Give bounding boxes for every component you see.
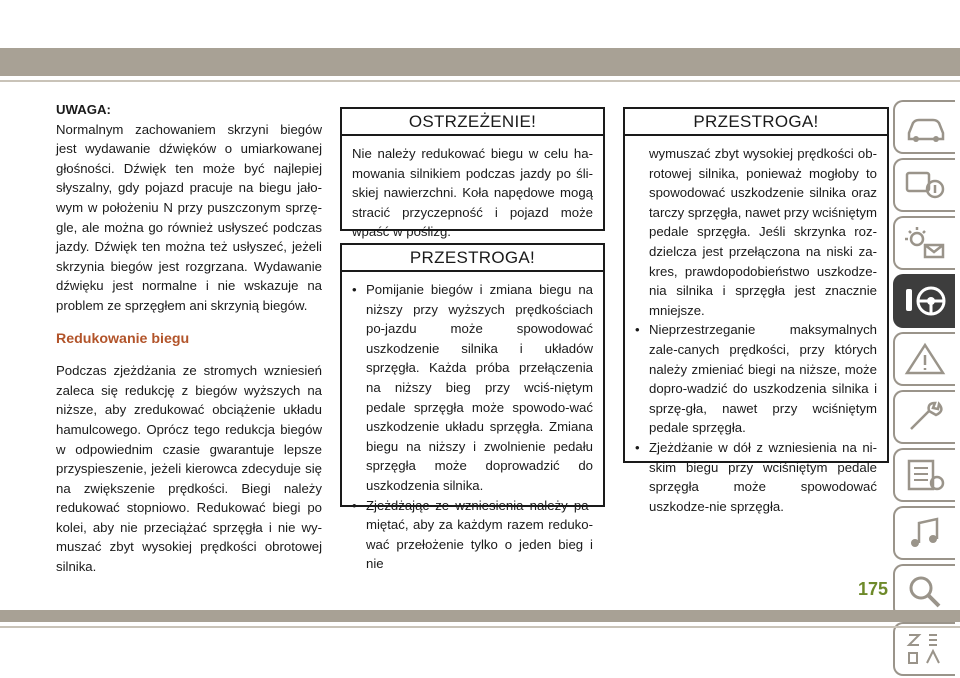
list-item [352,496,593,574]
page-number: 175 [858,579,889,599]
note-body: Normalnym zachowaniem skrzyni biegów jest wydawanie dźwięków o umiarkowanej głośności. Dźwięk ten może być najlepiej słyszalny, gdy pojazd pracuje na biegu jało-wym w położeniu N przy puszczonym sprzę-gle, ale można go również usłyszeć podczas jazdy. Dźwięk ten można też usłyszeć, jeżeli skrzynia biegów jest rozgrzana. Wydawanie dźwięku jest normalne i nie wskazuje na problem ze sprzęgłem ani skrzynią biegów. [56,121,322,313]
bullet-symbol: • [635,439,640,455]
left-column [56,100,322,577]
index-icon [903,631,947,667]
checklist-icon [903,457,947,493]
warning-box [340,107,605,240]
tab-index[interactable] [893,622,955,676]
top-band [0,48,960,76]
continuation-text: wymuszać zbyt wysokiej prędkości ob-rotowej silnika, ponieważ mogłoby to spowodować uszkodzenie silnika oraz tarczy sprzęgła, nawet przy wciśniętym pedale sprzęgła. Jeśli skrzynka roz-dzielcza jest przełączona na niski za-kres, prawdopodobieństwo uszkodze-nia silnika i sprzęgła jest znacznie mniejsze. [649,146,877,318]
note-title: UWAGA: [56,102,111,117]
list-item [635,320,877,438]
warning-title: OSTRZEŻENIE! [342,109,603,136]
bottom-divider [0,626,960,628]
tab-driving[interactable] [893,274,955,328]
tab-vehicle[interactable] [893,100,955,154]
top-divider [0,80,960,82]
list-item [352,280,593,496]
tab-info[interactable] [893,158,955,212]
bullet-text: Nieprzestrzeganie maksymalnych zale-canych prędkości, przy których należy zmieniać biegi na niższe, może dopro-wadzić do uszkodzenia silnika i sprzę-gła, nawet przy wciśniętym pedale sprzęgła. [649,322,877,436]
car-icon [903,109,947,145]
bullet-text: Pomijanie biegów i zmiana biegu na niższy przy wyższych prędkościach po-jazdu może spowodować uszkodzenie silnika i układów sprzęgła. Każda próba przełączenia na niższy bieg przy wciś-niętym pedale sprzęgła może spowodo-wać uszkodzenie układu sprzęgła. Zmiana biegu na niższy i zwolnienie pedału sprzęgła może doprowadzić do uszkodzenia silnika. [366,282,593,493]
bottom-band [0,610,960,622]
bullet-symbol: • [352,282,357,297]
section-body: Podczas zjeżdżania ze stromych wzniesień zaleca się redukcję z biegów wyższych na niższe, aby zredukować obciążenie układu hamulcowego. Oprócz tego redukcja biegów w odpowiednim czasie gwarantuje lepsze przyspieszenie, jeżeli kierowca zdecyduje się na zwiększenie prędkości. Biegi należy redukować stopniowo. Redukować biegi po kolei, aby nie przeciążać sprzęgła i nie wy-muszać zbyt wysokiej prędkości obrotowej silnika. [56,363,322,575]
caution-box-2 [623,107,889,514]
section-heading: Redukowanie biegu [56,330,190,347]
warning-lights-icon [903,225,947,261]
tab-specifications[interactable] [893,448,955,502]
caution-title-2: PRZESTROGA! [625,109,887,136]
media-icon [903,515,947,551]
tab-indicators[interactable] [893,216,955,270]
wrench-icon [903,399,947,435]
caution-box-1 [340,243,605,572]
bullet-symbol: • [635,322,640,338]
caution-body-1 [342,272,603,580]
caution-body-2 [625,136,887,522]
bullet-text: Zjeżdżając ze wzniesienia należy pa-miętać, aby za każdym razem reduko-wać przełożenie tylko o jeden bieg i nie [366,497,593,572]
chapter-sidebar [893,100,955,678]
hazard-icon [903,341,947,377]
bullet-text: Zjeżdżanie w dół z wzniesienia na ni-skim biegu przy wciśniętym pedale sprzęgła może spowodować uszkodze-nie sprzęgła. [649,439,877,514]
tab-multimedia[interactable] [893,506,955,560]
search-icon [903,573,947,609]
list-item [635,438,877,516]
steering-wheel-icon [903,283,947,319]
warning-body: Nie należy redukować biegu w celu ha-mowania silnikiem podczas jazdy po śli-skiej nawierzchni. Koła napędowe mogą stracić przyczepność i pojazd może wpaść w poślizg. [352,146,593,240]
caution-title-1: PRZESTROGA! [342,245,603,272]
bullet-symbol: • [352,497,357,513]
tab-emergency[interactable] [893,332,955,386]
info-icon [903,167,947,203]
tab-maintenance[interactable] [893,390,955,444]
